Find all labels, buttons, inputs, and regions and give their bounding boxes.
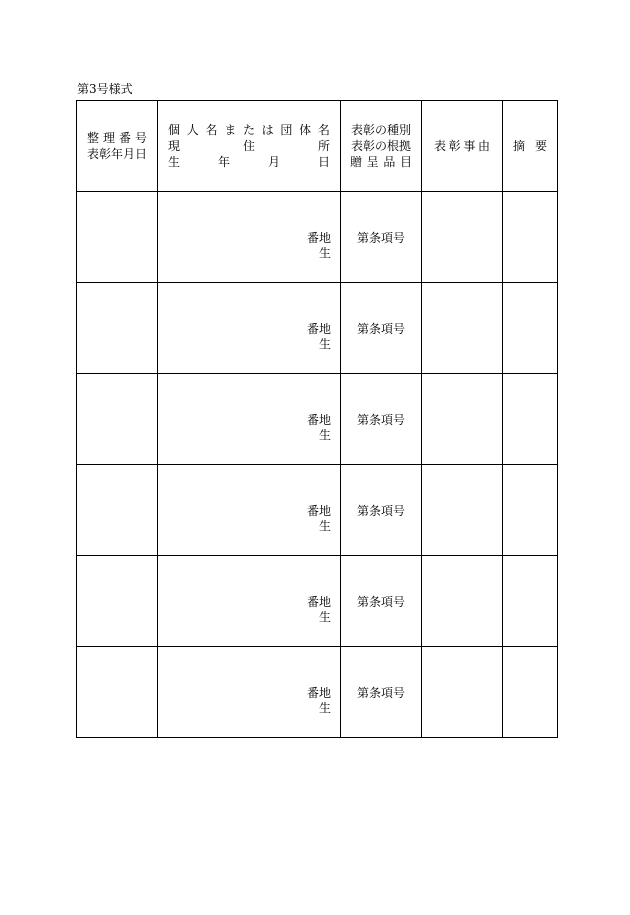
header-type-cell xyxy=(341,101,422,192)
registration-cell[interactable] xyxy=(77,374,158,465)
header-commendation-basis: 表彰の根拠 xyxy=(350,139,411,153)
registration-cell[interactable] xyxy=(77,647,158,738)
remarks-cell[interactable] xyxy=(503,283,558,374)
birth-suffix: 生 xyxy=(318,428,331,442)
type-basis-cell[interactable] xyxy=(341,465,422,556)
reason-cell[interactable] xyxy=(422,374,503,465)
remarks-cell[interactable] xyxy=(503,556,558,647)
form-number-label: 第3号様式 xyxy=(77,82,133,96)
table-row xyxy=(77,465,558,556)
remarks-cell[interactable] xyxy=(503,374,558,465)
header-registration-cell xyxy=(77,101,158,192)
name-address-cell[interactable] xyxy=(158,647,341,738)
registration-cell[interactable] xyxy=(77,283,158,374)
registration-cell[interactable] xyxy=(77,192,158,283)
address-suffix: 番地 xyxy=(306,595,331,609)
reason-cell[interactable] xyxy=(422,465,503,556)
remarks-cell[interactable] xyxy=(503,465,558,556)
birth-suffix: 生 xyxy=(318,246,331,260)
header-commendation-date: 表彰年月日 xyxy=(87,147,148,161)
header-commendation-reason: 表 彰 事 由 xyxy=(434,139,490,153)
type-basis-cell[interactable] xyxy=(341,283,422,374)
table-row xyxy=(77,556,558,647)
address-suffix: 番地 xyxy=(306,686,331,700)
table-row xyxy=(77,647,558,738)
table-row xyxy=(77,374,558,465)
header-remarks-cell xyxy=(503,101,558,192)
type-basis-cell[interactable] xyxy=(341,374,422,465)
remarks-cell[interactable] xyxy=(503,647,558,738)
article-placeholder: 第条項号 xyxy=(356,503,405,518)
article-placeholder: 第条項号 xyxy=(356,230,405,245)
table-row xyxy=(77,283,558,374)
header-person-or-group-name: 個 人 名 ま た は 団 体 名 xyxy=(168,123,330,137)
address-suffix: 番地 xyxy=(306,413,331,427)
birth-suffix: 生 xyxy=(318,337,331,351)
table-row xyxy=(77,192,558,283)
header-row xyxy=(77,101,558,192)
header-remarks: 摘 要 xyxy=(513,139,547,153)
header-commendation-type: 表彰の種別 xyxy=(350,123,411,137)
type-basis-cell[interactable] xyxy=(341,556,422,647)
name-address-cell[interactable] xyxy=(158,374,341,465)
article-placeholder: 第条項号 xyxy=(356,321,405,336)
registration-cell[interactable] xyxy=(77,556,158,647)
reason-cell[interactable] xyxy=(422,647,503,738)
header-name-cell xyxy=(158,101,341,192)
header-birth-date: 生 年 月 日 xyxy=(168,155,330,169)
birth-suffix: 生 xyxy=(318,610,331,624)
address-suffix: 番地 xyxy=(306,504,331,518)
birth-suffix: 生 xyxy=(318,519,331,533)
reason-cell[interactable] xyxy=(422,283,503,374)
registration-cell[interactable] xyxy=(77,465,158,556)
remarks-cell[interactable] xyxy=(503,192,558,283)
header-registration-number: 整 理 番 号 xyxy=(87,131,147,145)
header-reason-cell xyxy=(422,101,503,192)
article-placeholder: 第条項号 xyxy=(356,412,405,427)
birth-suffix: 生 xyxy=(318,701,331,715)
name-address-cell[interactable] xyxy=(158,283,341,374)
type-basis-cell[interactable] xyxy=(341,192,422,283)
header-current-address: 現 住 所 xyxy=(168,139,330,153)
name-address-cell[interactable] xyxy=(158,192,341,283)
type-basis-cell[interactable] xyxy=(341,647,422,738)
commendation-register-table xyxy=(76,100,558,738)
reason-cell[interactable] xyxy=(422,192,503,283)
header-gift-items: 贈 呈 品 目 xyxy=(350,155,412,169)
address-suffix: 番地 xyxy=(306,322,331,336)
article-placeholder: 第条項号 xyxy=(356,685,405,700)
reason-cell[interactable] xyxy=(422,556,503,647)
address-suffix: 番地 xyxy=(306,231,331,245)
name-address-cell[interactable] xyxy=(158,556,341,647)
name-address-cell[interactable] xyxy=(158,465,341,556)
article-placeholder: 第条項号 xyxy=(356,594,405,609)
